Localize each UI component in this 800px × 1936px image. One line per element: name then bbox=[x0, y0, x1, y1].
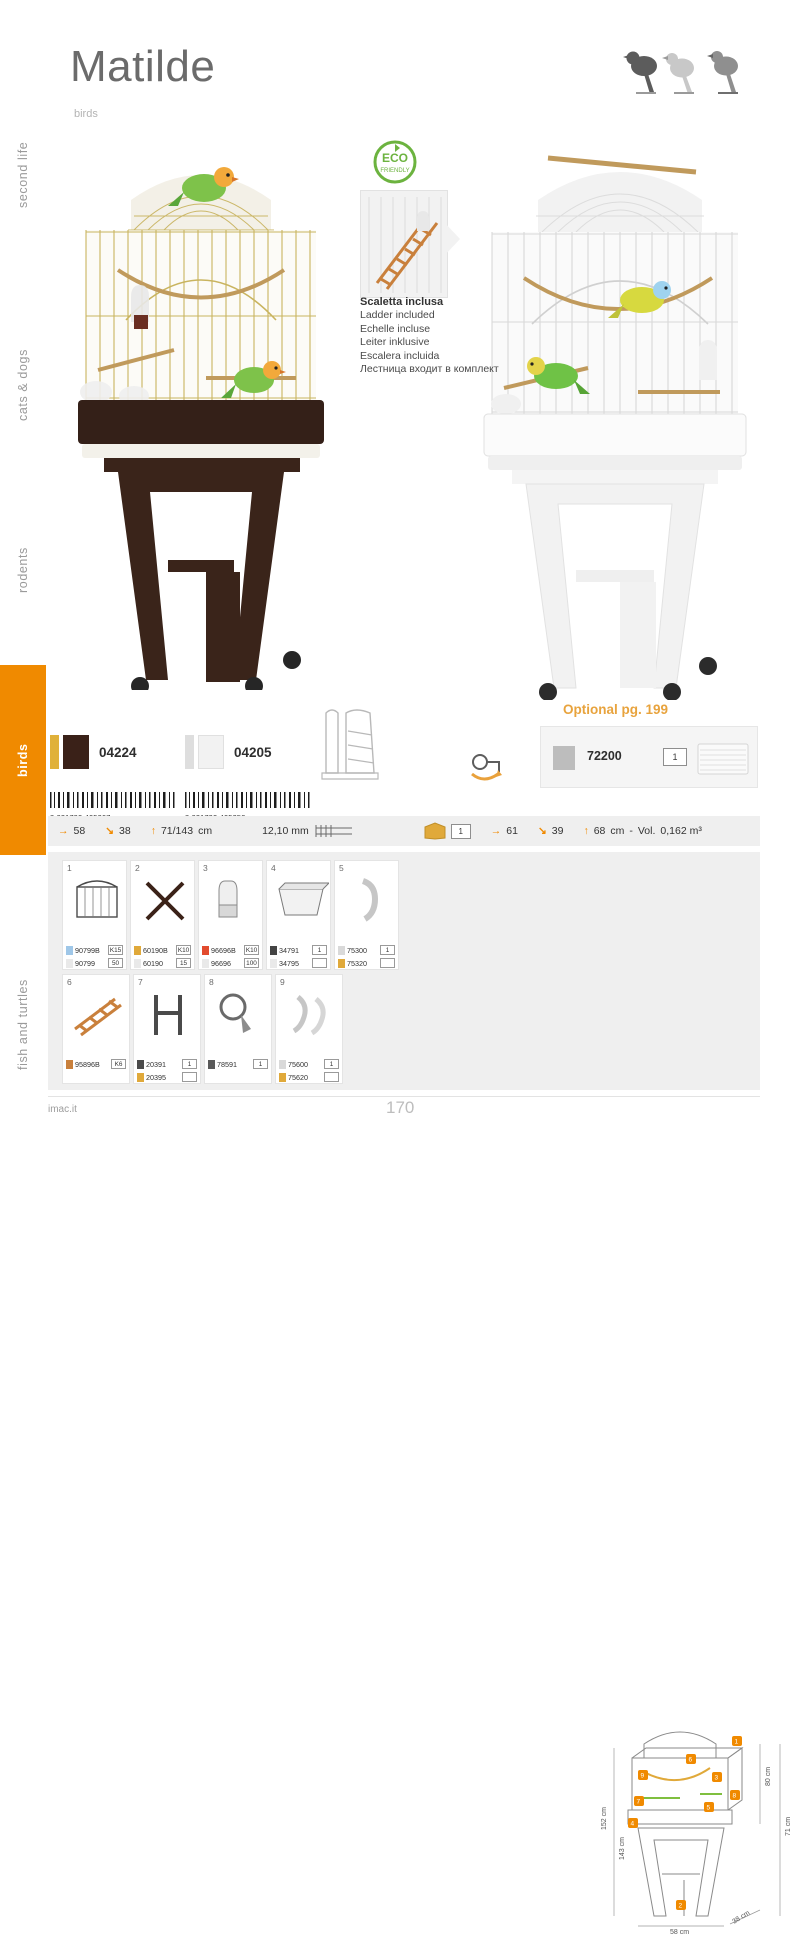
part-color-dot bbox=[134, 959, 141, 968]
dimensions-bar bbox=[48, 816, 760, 846]
part-code-row bbox=[66, 1059, 126, 1069]
part-code-row bbox=[134, 945, 191, 955]
spare-part-1[interactable] bbox=[62, 860, 127, 970]
part-color-dot bbox=[270, 959, 277, 968]
part-code: 78591 bbox=[217, 1059, 237, 1069]
optional-qty-value: 1 bbox=[672, 752, 678, 762]
spare-part-8[interactable] bbox=[204, 974, 272, 1084]
product-photo-white-cage bbox=[470, 100, 760, 700]
part-code-row bbox=[270, 945, 327, 955]
dim-width bbox=[48, 825, 95, 837]
part-code-row bbox=[137, 1059, 197, 1069]
ladder-caption-ru: Лестница входит в комплект bbox=[360, 363, 499, 376]
color-swatch-brown bbox=[63, 735, 89, 769]
clip-part-icon bbox=[341, 875, 397, 927]
sidebar-item-label: fish and turtles bbox=[16, 979, 30, 1071]
dim-total-height-152: 152 cm bbox=[601, 1807, 608, 1830]
pack-qty bbox=[364, 822, 481, 840]
color-swatch-lightgrey bbox=[185, 735, 194, 769]
part-qty: 1 bbox=[182, 1059, 197, 1069]
optional-accessory-box bbox=[540, 726, 758, 788]
part-code: 90799B bbox=[75, 945, 100, 955]
eco-line1: ECO bbox=[381, 151, 409, 165]
part-color-dot bbox=[338, 959, 345, 968]
dim-cage-height: 80 cm bbox=[765, 1766, 772, 1786]
pack-unit: cm bbox=[610, 825, 625, 837]
part-code: 60190B bbox=[143, 945, 168, 955]
sidebar-item-label: birds bbox=[16, 743, 30, 777]
callout-arrow bbox=[444, 222, 460, 256]
svg-text:1: 1 bbox=[734, 1738, 739, 1746]
dim-depth-38: 38 cm bbox=[731, 1909, 752, 1926]
svg-text:4: 4 bbox=[630, 1820, 635, 1828]
pack-qty-value: 1 bbox=[451, 824, 471, 839]
sidebar-item-fish-and-turtles[interactable] bbox=[0, 950, 46, 1100]
svg-text:6: 6 bbox=[688, 1756, 693, 1764]
part-number: 7 bbox=[138, 977, 143, 987]
pack-depth bbox=[528, 825, 574, 837]
part-qty bbox=[312, 958, 327, 968]
part-code: 34791 bbox=[279, 945, 299, 955]
dash: - bbox=[629, 825, 633, 837]
barcode-04224 bbox=[50, 792, 178, 814]
part-code: 60190 bbox=[143, 958, 163, 968]
svg-text:2: 2 bbox=[678, 1902, 683, 1910]
part-number: 2 bbox=[135, 863, 140, 873]
pack-depth-arrow-icon: ↘ bbox=[537, 825, 547, 837]
part-code: 95896B bbox=[75, 1059, 100, 1069]
height-arrow-icon: ↑ bbox=[150, 825, 156, 837]
dim-height-value: 71/143 bbox=[160, 825, 194, 837]
ladder-caption-de: Leiter inklusive bbox=[360, 336, 430, 349]
tray-part-icon bbox=[273, 875, 329, 927]
color-swatch-gold bbox=[50, 735, 59, 769]
dim-width-value: 58 bbox=[73, 825, 86, 837]
part-code-row bbox=[270, 958, 327, 968]
part-number: 5 bbox=[339, 863, 344, 873]
part-number: 1 bbox=[67, 863, 72, 873]
variant-code: 04224 bbox=[99, 744, 137, 760]
part-code: 20391 bbox=[146, 1059, 166, 1069]
part-code: 90799 bbox=[75, 958, 95, 968]
part-color-dot bbox=[66, 959, 73, 968]
sidebar-item-label: cats & dogs bbox=[16, 349, 30, 421]
cage-top-part-icon bbox=[69, 875, 125, 927]
part-qty: 1 bbox=[253, 1059, 268, 1069]
wire-gauge-value: 12,10 mm bbox=[262, 825, 309, 837]
dim-depth-value: 38 bbox=[119, 825, 131, 837]
drinker-part-icon bbox=[211, 989, 267, 1041]
depth-arrow-icon: ↘ bbox=[105, 825, 114, 837]
dim-height bbox=[141, 825, 222, 837]
dim-unit: cm bbox=[198, 825, 213, 837]
variant-code: 04205 bbox=[234, 744, 272, 760]
spare-parts-row bbox=[62, 860, 402, 974]
part-color-dot bbox=[134, 946, 141, 955]
spare-part-2[interactable] bbox=[130, 860, 195, 970]
pack-height bbox=[573, 825, 711, 837]
part-color-dot bbox=[279, 1073, 286, 1082]
exploded-diagram bbox=[584, 1710, 800, 1936]
optional-color-swatch bbox=[553, 746, 575, 770]
part-qty: 100 bbox=[244, 958, 259, 968]
pack-height-value: 68 bbox=[593, 825, 606, 837]
footer-page-number: 170 bbox=[386, 1098, 415, 1117]
part-qty: K10 bbox=[245, 946, 258, 954]
stand-cross-part-icon bbox=[137, 875, 193, 927]
ladder-caption-es: Escalera incluida bbox=[360, 349, 440, 362]
grate-accessory-icon bbox=[697, 743, 749, 775]
part-code-row bbox=[202, 945, 259, 955]
sidebar-item-second-life[interactable] bbox=[0, 120, 46, 230]
part-number: 6 bbox=[67, 977, 72, 987]
part-qty: 50 bbox=[108, 958, 123, 968]
part-number: 4 bbox=[271, 863, 276, 873]
ladder-caption-it: Scaletta inclusa bbox=[360, 296, 444, 308]
part-code: 96696 bbox=[211, 958, 231, 968]
part-code-row bbox=[134, 958, 191, 968]
svg-text:5: 5 bbox=[706, 1804, 711, 1812]
ladder-caption-en: Ladder included bbox=[360, 309, 435, 322]
svg-text:3: 3 bbox=[714, 1774, 719, 1782]
part-color-dot bbox=[66, 1060, 73, 1069]
part-code: 75620 bbox=[288, 1072, 308, 1082]
packaging-icon bbox=[316, 705, 382, 785]
product-photo-dark-cage bbox=[56, 120, 356, 690]
part-qty bbox=[380, 958, 395, 968]
footer-divider bbox=[48, 1096, 760, 1097]
part-code: 75600 bbox=[288, 1059, 308, 1069]
volume-label: Vol. bbox=[637, 825, 656, 837]
part-code-row bbox=[202, 958, 259, 968]
sidebar-item-birds[interactable] bbox=[0, 665, 46, 855]
pack-depth-value: 39 bbox=[551, 825, 564, 837]
width-arrow-icon: → bbox=[58, 825, 69, 837]
sidebar-item-rodents[interactable] bbox=[0, 520, 46, 620]
color-swatch-white bbox=[198, 735, 224, 769]
pack-height-arrow-icon: ↑ bbox=[583, 825, 589, 837]
part-code-row bbox=[66, 945, 123, 955]
part-code-row bbox=[338, 958, 395, 968]
part-code-row bbox=[279, 1072, 339, 1082]
part-code: 96696B bbox=[211, 945, 236, 955]
volume-value: 0,162 m³ bbox=[660, 825, 702, 837]
part-qty: 1 bbox=[324, 1059, 339, 1069]
part-qty: 1 bbox=[380, 945, 395, 955]
spare-parts-row bbox=[62, 974, 402, 1088]
part-color-dot bbox=[208, 1060, 215, 1069]
sidebar-item-label: rodents bbox=[16, 547, 30, 593]
ladder-part-icon bbox=[69, 989, 125, 1041]
part-code-row bbox=[66, 958, 123, 968]
ladder-detail-image bbox=[360, 190, 448, 298]
dim-width-58: 58 cm bbox=[670, 1929, 690, 1936]
optional-qty bbox=[663, 748, 687, 766]
carton-icon bbox=[424, 822, 446, 840]
spare-part-7[interactable] bbox=[133, 974, 201, 1084]
part-qty: K6 bbox=[111, 1059, 126, 1069]
footer-website: imac.it bbox=[48, 1104, 77, 1115]
wire-gauge bbox=[222, 823, 364, 839]
part-code: 20395 bbox=[146, 1072, 166, 1082]
pack-width bbox=[481, 825, 528, 837]
part-code-row bbox=[338, 945, 395, 955]
part-qty bbox=[324, 1072, 339, 1082]
part-qty: K10 bbox=[177, 946, 190, 954]
part-color-dot bbox=[338, 946, 345, 955]
bird-illustrations bbox=[622, 44, 752, 100]
eco-line2: FRIENDLY bbox=[380, 168, 410, 174]
svg-text:9: 9 bbox=[640, 1772, 645, 1780]
spare-part-3[interactable] bbox=[198, 860, 263, 970]
dim-depth bbox=[95, 825, 141, 837]
barcode-04205 bbox=[185, 792, 313, 814]
sidebar-item-label: second life bbox=[16, 141, 30, 209]
part-code: 75320 bbox=[347, 958, 367, 968]
part-number: 8 bbox=[209, 977, 214, 987]
part-qty bbox=[182, 1072, 197, 1082]
spare-part-9[interactable] bbox=[275, 974, 343, 1084]
part-qty: 1 bbox=[312, 945, 327, 955]
part-code-row bbox=[208, 1059, 268, 1069]
optional-label: Optional pg. 199 bbox=[563, 702, 669, 717]
sidebar-item-cats-dogs[interactable] bbox=[0, 330, 46, 440]
dim-total-height-143: 143 cm bbox=[619, 1837, 626, 1860]
dim-sub-height: 71 cm bbox=[785, 1816, 792, 1836]
part-color-dot bbox=[137, 1060, 144, 1069]
part-color-dot bbox=[202, 946, 209, 955]
optional-code: 72200 bbox=[587, 749, 622, 763]
feeder-part-icon bbox=[205, 875, 261, 927]
perch-holder-part-icon bbox=[140, 989, 196, 1041]
eco-friendly-badge bbox=[366, 140, 424, 188]
hook-part-icon bbox=[282, 989, 338, 1041]
part-code: 34795 bbox=[279, 958, 299, 968]
part-color-dot bbox=[270, 946, 277, 955]
pack-width-arrow-icon: → bbox=[490, 825, 502, 837]
part-color-dot bbox=[202, 959, 209, 968]
page-title: Matilde bbox=[70, 42, 216, 91]
spare-parts-grid bbox=[62, 860, 402, 1088]
wire-spacing-icon bbox=[314, 823, 354, 839]
part-number: 3 bbox=[203, 863, 208, 873]
page-subtitle: birds bbox=[74, 108, 98, 120]
part-color-dot bbox=[66, 946, 73, 955]
svg-text:7: 7 bbox=[636, 1798, 641, 1806]
ladder-caption-block bbox=[360, 296, 540, 376]
part-color-dot bbox=[137, 1073, 144, 1082]
spare-part-5[interactable] bbox=[334, 860, 399, 970]
pack-width-value: 61 bbox=[506, 825, 518, 837]
part-code-row bbox=[279, 1059, 339, 1069]
svg-text:8: 8 bbox=[732, 1792, 737, 1800]
rotate-assembly-icon bbox=[462, 748, 506, 792]
part-number: 9 bbox=[280, 977, 285, 987]
part-qty: K15 bbox=[109, 946, 122, 954]
part-code: 75300 bbox=[347, 945, 367, 955]
spare-part-6[interactable] bbox=[62, 974, 130, 1084]
part-qty: 15 bbox=[176, 958, 191, 968]
category-sidebar bbox=[0, 0, 46, 1138]
part-code-row bbox=[137, 1072, 197, 1082]
spare-part-4[interactable] bbox=[266, 860, 331, 970]
ladder-caption-fr: Echelle incluse bbox=[360, 322, 431, 335]
part-color-dot bbox=[279, 1060, 286, 1069]
